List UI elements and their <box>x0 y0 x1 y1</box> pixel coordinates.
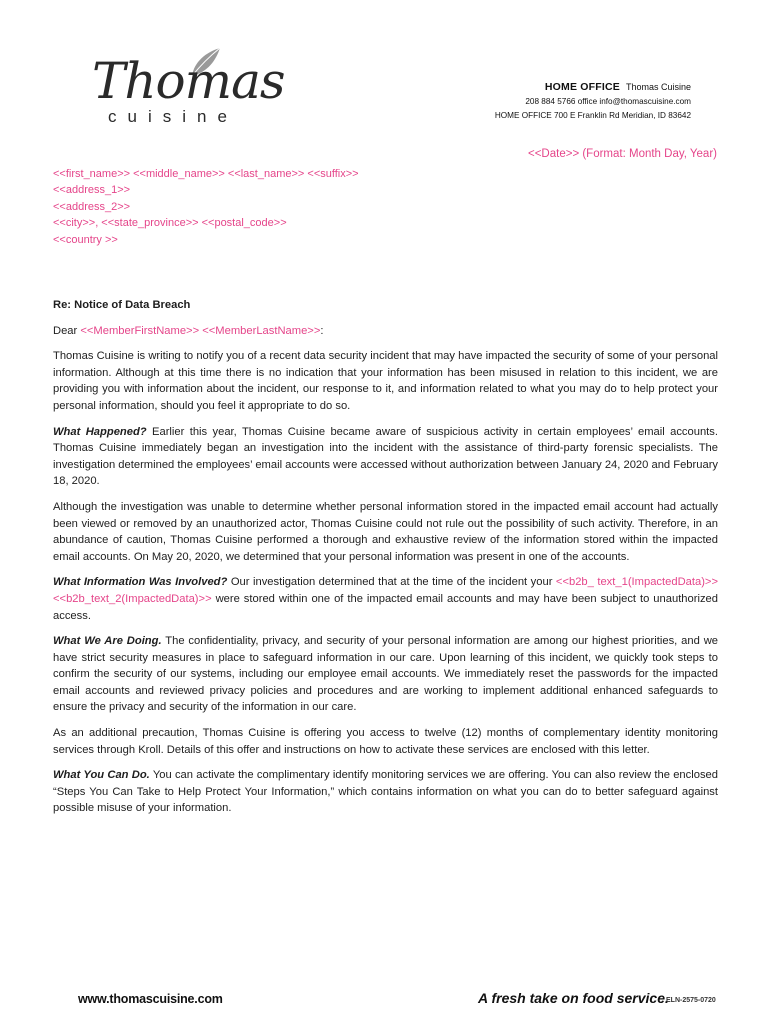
address-line: <<city>>, <<state_province>> <<postal_code>> <box>53 217 287 230</box>
heading-what-you-can-do: What You Can Do. <box>53 769 150 782</box>
paragraph-investigation: Although the investigation was unable to determine whether personal information stored in the impacted email account had actually been viewed or removed by an unauthorized actor, Thomas Cuisine could not rule out the possibility of such activity. Therefore, in an abundance of caution, Thomas Cuisine performed a thorough and exhaustive review of the information stored within the impacted email accounts. On May 20, 2020, we determined that your personal information was present in one of the accounts. <box>53 500 718 563</box>
text-what-you-can-do: You can activate the complimentary identify monitoring services we are offering. You can also review the enclosed “Steps You Can Take to Help Protect Your Information,” which contains information on what you can do to better safeguard against possible misuse of your information. <box>53 769 718 815</box>
address-line: <<first_name>> <<middle_name>> <<last_name>> <<suffix>> <box>53 168 359 180</box>
subject-line: Re: Notice of Data Breach <box>53 299 191 311</box>
office-company-name: Thomas Cuisine <box>625 82 691 92</box>
address-line: <<address_1>> <box>53 184 131 197</box>
letter-body <box>53 297 718 826</box>
recipient-address <box>53 166 359 248</box>
address-line: <<country >> <box>53 233 118 246</box>
paragraph-what-happened <box>53 424 718 490</box>
paragraph-intro: Thomas Cuisine is writing to notify you of a recent data security incident that may have impacted the security of some of your personal information. Although at this time there is no indication that your information has been misused in relation to this incident, we are providing you with information about the incident, our response to it, and information related to what you may do to help protect your personal information, should you feel it appropriate to do so. <box>53 350 718 412</box>
impacted-data-merge-field: <<b2b_ text_1(ImpactedData)>><<b2b_text_2(ImpactedData)>> <box>53 576 718 605</box>
text-information-involved-1: Our investigation determined that at the time of the incident your <box>227 576 556 589</box>
paragraph-what-we-are-doing <box>53 633 718 716</box>
salutation-suffix: : <box>320 324 324 337</box>
heading-information-involved: What Information Was Involved? <box>53 576 228 589</box>
office-label: HOME OFFICE <box>544 81 620 93</box>
logo-subtitle: cuisine <box>108 107 238 126</box>
text-information-involved-2: were stored within one of the impacted email accounts and may have been subject to unauthorized access. <box>53 592 718 622</box>
heading-what-we-are-doing: What We Are Doing. <box>53 635 162 648</box>
company-logo <box>88 44 285 134</box>
footer-tagline: A fresh take on food service. <box>478 990 669 1006</box>
salutation-prefix: Dear <box>53 324 81 337</box>
salutation-merge-field: <<MemberFirstName>> <<MemberLastName>> <box>80 324 321 337</box>
footer-website: www.thomascuisine.com <box>78 992 223 1006</box>
paragraph-information-involved <box>53 574 718 624</box>
text-what-we-are-doing: The confidentiality, privacy, and security of your personal information are among our highest priorities, and we have strict security measures in place to safeguard information in our care. Upon learning of this incident, we quickly took steps to confirm the security of our systems, including our employee email accounts. We immediately reset the passwords for the impacted email accounts and reviewed privacy policies and procedures and are working to implement additional enhanced safeguards to ensure the privacy and security of the information in our care. <box>53 635 718 714</box>
text-what-happened: Earlier this year, Thomas Cuisine became aware of suspicious activity in certain employees’ email accounts. Thomas Cuisine immediately began an investigation into the incident with the assistance of third-party forensic specialists. The investigation determined the employees’ email accounts were accessed without authorization between January 24, 2020 and February 18, 2020. <box>53 425 719 488</box>
salutation <box>53 323 718 340</box>
heading-what-happened: What Happened? <box>53 425 147 438</box>
paragraph-additional-precaution: As an additional precaution, Thomas Cuisine is offering you access to twelve (12) months of complementary identity monitoring services through Kroll. Details of this offer and instructions on how to activate these services are enclosed with this letter. <box>53 727 718 756</box>
office-address: HOME OFFICE 700 E Franklin Rd Meridian, ID 83642 <box>494 111 691 120</box>
logo-wordmark: Thomas <box>92 52 285 110</box>
office-contact: 208 884 5766 office info@thomascuisine.com <box>525 97 691 106</box>
address-line: <<address_2>> <box>53 200 131 213</box>
letter-date: <<Date>> (Format: Month Day, Year) <box>528 148 717 160</box>
footer-document-code: ELN-2575-0720 <box>666 997 716 1004</box>
home-office-block <box>495 80 691 123</box>
paragraph-what-you-can-do <box>53 767 718 817</box>
